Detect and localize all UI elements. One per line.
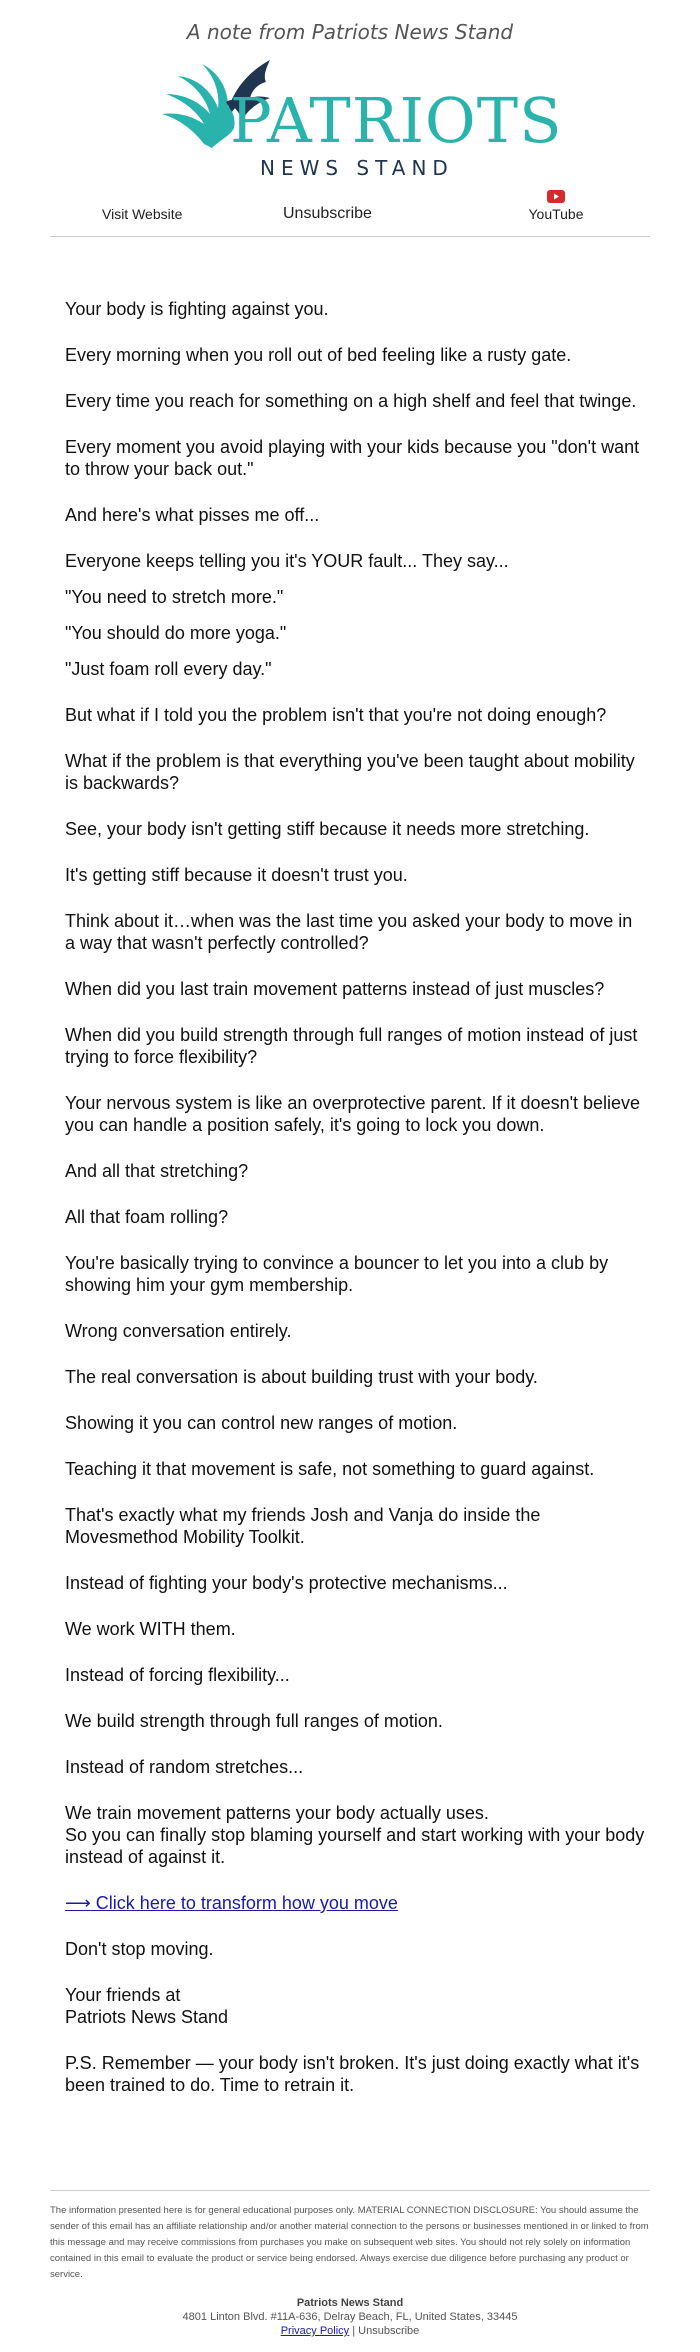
postscript: P.S. Remember — your body isn't broken. It's just doing exactly what it's been trained to do. Time to retrain it. — [65, 2053, 640, 2095]
body-paragraph: Showing it you can control new ranges of motion. — [65, 1413, 458, 1433]
body-paragraph: We build strength through full ranges of motion. — [65, 1711, 443, 1731]
footer-org-name: Patriots News Stand — [296, 2297, 404, 2309]
body-paragraph: So you can finally stop blaming yourself and start working with your body instead of against it. — [65, 1825, 645, 1867]
email-body — [65, 298, 645, 2120]
body-paragraph: We train movement patterns your body actually uses. — [65, 1803, 489, 1823]
signoff-sender: Patriots News Stand — [65, 2007, 229, 2027]
footer-divider — [50, 2190, 650, 2191]
privacy-policy-link[interactable]: Privacy Policy — [280, 2325, 350, 2337]
body-paragraph: Every morning when you roll out of bed feeling like a rusty gate. — [65, 345, 572, 365]
body-paragraph: Instead of fighting your body's protective mechanisms... — [65, 1573, 508, 1593]
body-paragraph: Every time you reach for something on a high shelf and feel that twinge. — [65, 391, 637, 411]
body-paragraph: But what if I told you the problem isn't that you're not doing enough? — [65, 705, 607, 725]
body-paragraph: When did you last train movement patterns instead of just muscles? — [65, 979, 605, 999]
youtube-link[interactable]: YouTube — [528, 206, 584, 222]
body-paragraph: Wrong conversation entirely. — [65, 1321, 292, 1341]
body-paragraph: "You should do more yoga." — [65, 623, 287, 643]
body-paragraph: Everyone keeps telling you it's YOUR fault... They say... — [65, 551, 509, 571]
body-paragraph: Your body is fighting against you. — [65, 299, 329, 319]
footer-separator: | — [352, 2325, 356, 2337]
body-paragraph: What if the problem is that everything you've been taught about mobility is backwards? — [65, 751, 635, 793]
body-paragraph: Every moment you avoid playing with your kids because you "don't want to throw your back out." — [65, 437, 640, 479]
visit-website-link[interactable]: Visit Website — [102, 206, 183, 222]
body-paragraph: It's getting stiff because it doesn't trust you. — [65, 865, 408, 885]
body-paragraph: "You need to stretch more." — [65, 587, 284, 607]
signoff-line: Your friends at — [65, 1985, 181, 2005]
body-paragraph: Think about it…when was the last time you asked your body to move in a way that wasn't perfectly controlled? — [65, 911, 633, 953]
footer-links — [0, 2324, 700, 2338]
body-paragraph: Teaching it that movement is safe, not something to guard against. — [65, 1459, 595, 1479]
footer-address: 4801 Linton Blvd. #11A-636, Delray Beach, FL, United States, 33445 — [182, 2311, 518, 2323]
logo-wordmark: PATRIOTS — [230, 84, 563, 157]
unsubscribe-link[interactable]: Unsubscribe — [283, 205, 372, 222]
body-paragraph: Don't stop moving. — [65, 1939, 214, 1959]
body-paragraph: All that foam rolling? — [65, 1207, 229, 1227]
disclosure-text: The information presented here is for general educational purposes only. MATERIAL CONNECTION DISCLOSURE: You should assume the sender of this email has an affiliate relationship and/or another material connection to the persons or businesses mentioned in or linked to from this message and may receive commissions from purchases you make on subsequent web sites. You should not rely solely on information contained in this email to evaluate the product or service being endorsed. Always exercise due diligence before purchasing any product or service. — [50, 2205, 649, 2280]
header-note: A note from Patriots News Stand — [186, 20, 514, 44]
brand-logo[interactable] — [152, 48, 563, 184]
body-paragraph: That's exactly what my friends Josh and Vanja do inside the Movesmethod Mobility Toolkit. — [65, 1505, 541, 1547]
youtube-icon[interactable] — [547, 190, 565, 203]
cta-link[interactable]: ⟶ Click here to transform how you move — [65, 1893, 398, 1913]
body-paragraph: Instead of forcing flexibility... — [65, 1665, 290, 1685]
footer-unsubscribe-link[interactable]: Unsubscribe — [358, 2325, 420, 2337]
header-nav — [50, 200, 650, 232]
body-paragraph: You're basically trying to convince a bouncer to let you into a club by showing him your gym membership. — [65, 1253, 609, 1295]
body-paragraph: Your nervous system is like an overprotective parent. If it doesn't believe you can handle a position safely, it's going to lock you down. — [65, 1093, 641, 1135]
body-paragraph: The real conversation is about building trust with your body. — [65, 1367, 538, 1387]
body-paragraph: And all that stretching? — [65, 1161, 249, 1181]
footer-address-block — [0, 2296, 700, 2338]
body-paragraph: See, your body isn't getting stiff because it needs more stretching. — [65, 819, 590, 839]
header-divider — [50, 236, 650, 237]
body-paragraph: "Just foam roll every day." — [65, 659, 272, 679]
body-paragraph: We work WITH them. — [65, 1619, 236, 1639]
body-paragraph: Instead of random stretches... — [65, 1757, 304, 1777]
body-paragraph: When did you build strength through full ranges of motion instead of just trying to force flexibility? — [65, 1025, 638, 1067]
logo-subtitle: NEWS STAND — [260, 156, 454, 180]
body-paragraph: And here's what pisses me off... — [65, 505, 320, 525]
